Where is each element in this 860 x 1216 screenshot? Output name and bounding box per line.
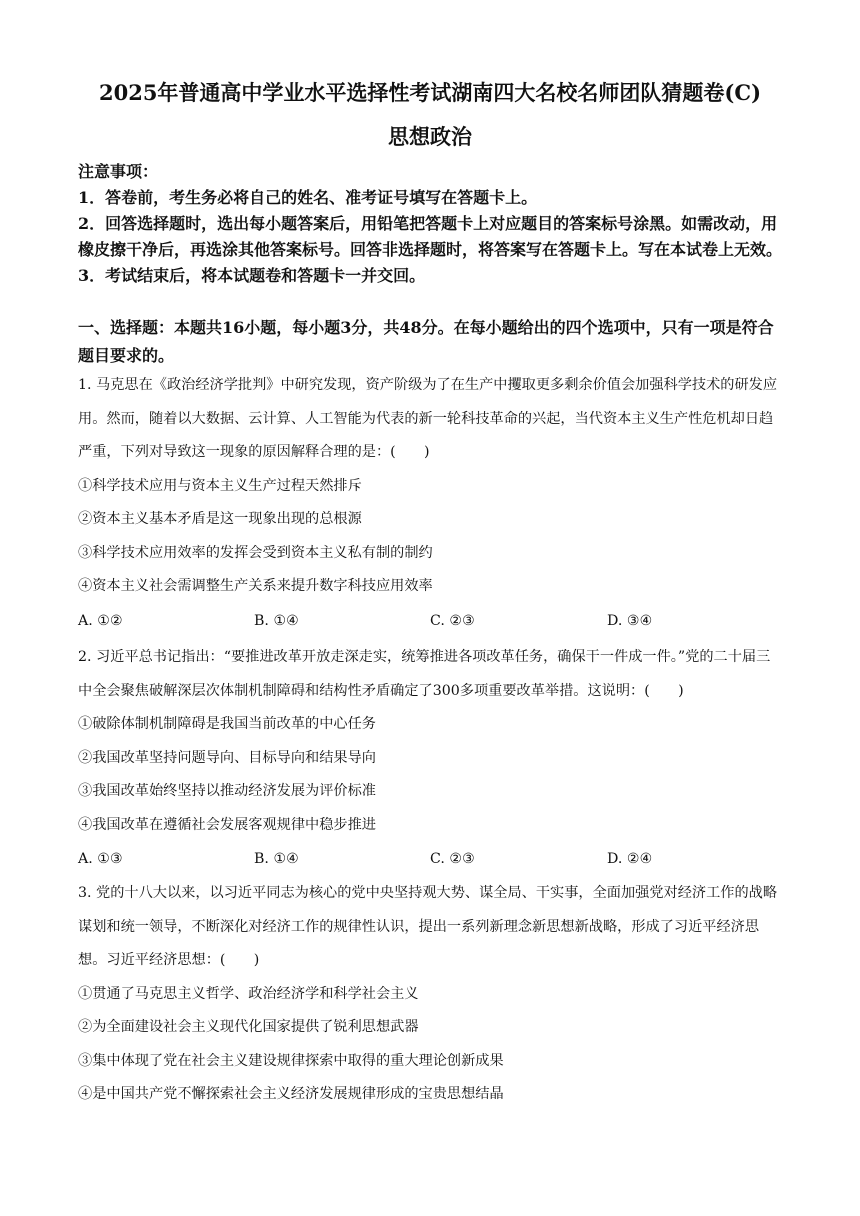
option-c: C. ②③ [430,612,475,629]
statement: ①贯通了马克思主义哲学、政治经济学和科学社会主义 [78,985,419,1002]
statement: ②我国改革坚持问题导向、目标导向和结果导向 [78,749,376,766]
notice-item: 2．回答选择题时，选出每小题答案后，用铅笔把答题卡上对应题目的答案标号涂黑。如需改动，用橡皮擦干净后，再选涂其他答案标号。回答非选择题时，将答案写在答题卡上。写在本试卷上无效。 [78,214,783,259]
question-stem: 1. 马克思在《政治经济学批判》中研究发现，资产阶级为了在生产中攫取更多剩余价值会加强科学技术的研发应用。然而，随着以大数据、云计算、人工智能为代表的新一轮科技革命的兴起，当代资本主义生产性危机却日趋严重，下列对导致这一现象的原因解释合理的是：( ) [78,377,778,460]
exam-title: 2025年普通高中学业水平选择性考试湖南四大名校名师团队猜题卷(C) [98,80,762,105]
question-stem: 2. 习近平总书记指出：“要推进改革开放走深走实，统筹推进各项改革任务，确保干一件成一件。”党的二十届三中全会聚焦破解深层次体制机制障碍和结构性矛盾确定了300多项重要改革举措。这说明：( ) [78,649,771,699]
notice-item: 3．考试结束后，将本试题卷和答题卡一并交回。 [78,266,426,285]
section-heading [78,314,784,370]
option-d: D. ③④ [607,612,653,629]
statement: ③我国改革始终坚持以推动经济发展为评价标准 [78,783,376,799]
question-stem: 3. 党的十八大以来，以习近平同志为核心的党中央坚持观大势、谋全局、干实事，全面加强党对经济工作的战略谋划和统一领导，不断深化对经济工作的规律性认识，提出一系列新理念新思想新战略，形成了习近平经济思想。习近平经济思想：( ) [78,885,778,968]
notice-heading: 注意事项： [78,162,159,181]
answer-options [78,842,784,876]
option-c: C. ②③ [430,851,475,867]
notice-block [78,159,788,289]
section-heading-text: 一、选择题：本题共16小题，每小题3分，共48分。在每小题给出的四个选项中，只有一项是符合题目要求的。 [78,318,774,365]
statement: ④我国改革在遵循社会发展客观规律中稳步推进 [78,816,376,833]
statement: ③科学技术应用效率的发挥会受到资本主义私有制的制约 [78,544,433,561]
notice-item: 1．答卷前，考生务必将自己的姓名、准考证号填写在答题卡上。 [78,188,538,207]
statement: ②为全面建设社会主义现代化国家提供了锐利思想武器 [78,1019,419,1035]
answer-options [78,604,784,638]
option-d: D. ②④ [607,851,653,867]
question-1 [78,369,784,638]
statement: ④资本主义社会需调整生产关系来提升数字科技应用效率 [78,578,433,594]
statement: ③集中体现了党在社会主义建设规律探索中取得的重大理论创新成果 [78,1052,504,1069]
option-a: A. ①③ [78,851,123,867]
statement: ①破除体制机制障碍是我国当前改革的中心任务 [78,716,376,732]
question-2 [78,641,784,876]
option-b: B. ①④ [254,851,299,867]
statement: ④是中国共产党不懈探索社会主义经济发展规律形成的宝贵思想结晶 [78,1086,504,1102]
question-3 [78,877,784,1112]
option-b: B. ①④ [254,612,299,629]
subject-title: 思想政治 [388,124,472,149]
statement: ②资本主义基本矛盾是这一现象出现的总根源 [78,511,362,527]
statement: ①科学技术应用与资本主义生产过程天然排斥 [78,477,362,494]
option-a: A. ①② [78,612,123,629]
